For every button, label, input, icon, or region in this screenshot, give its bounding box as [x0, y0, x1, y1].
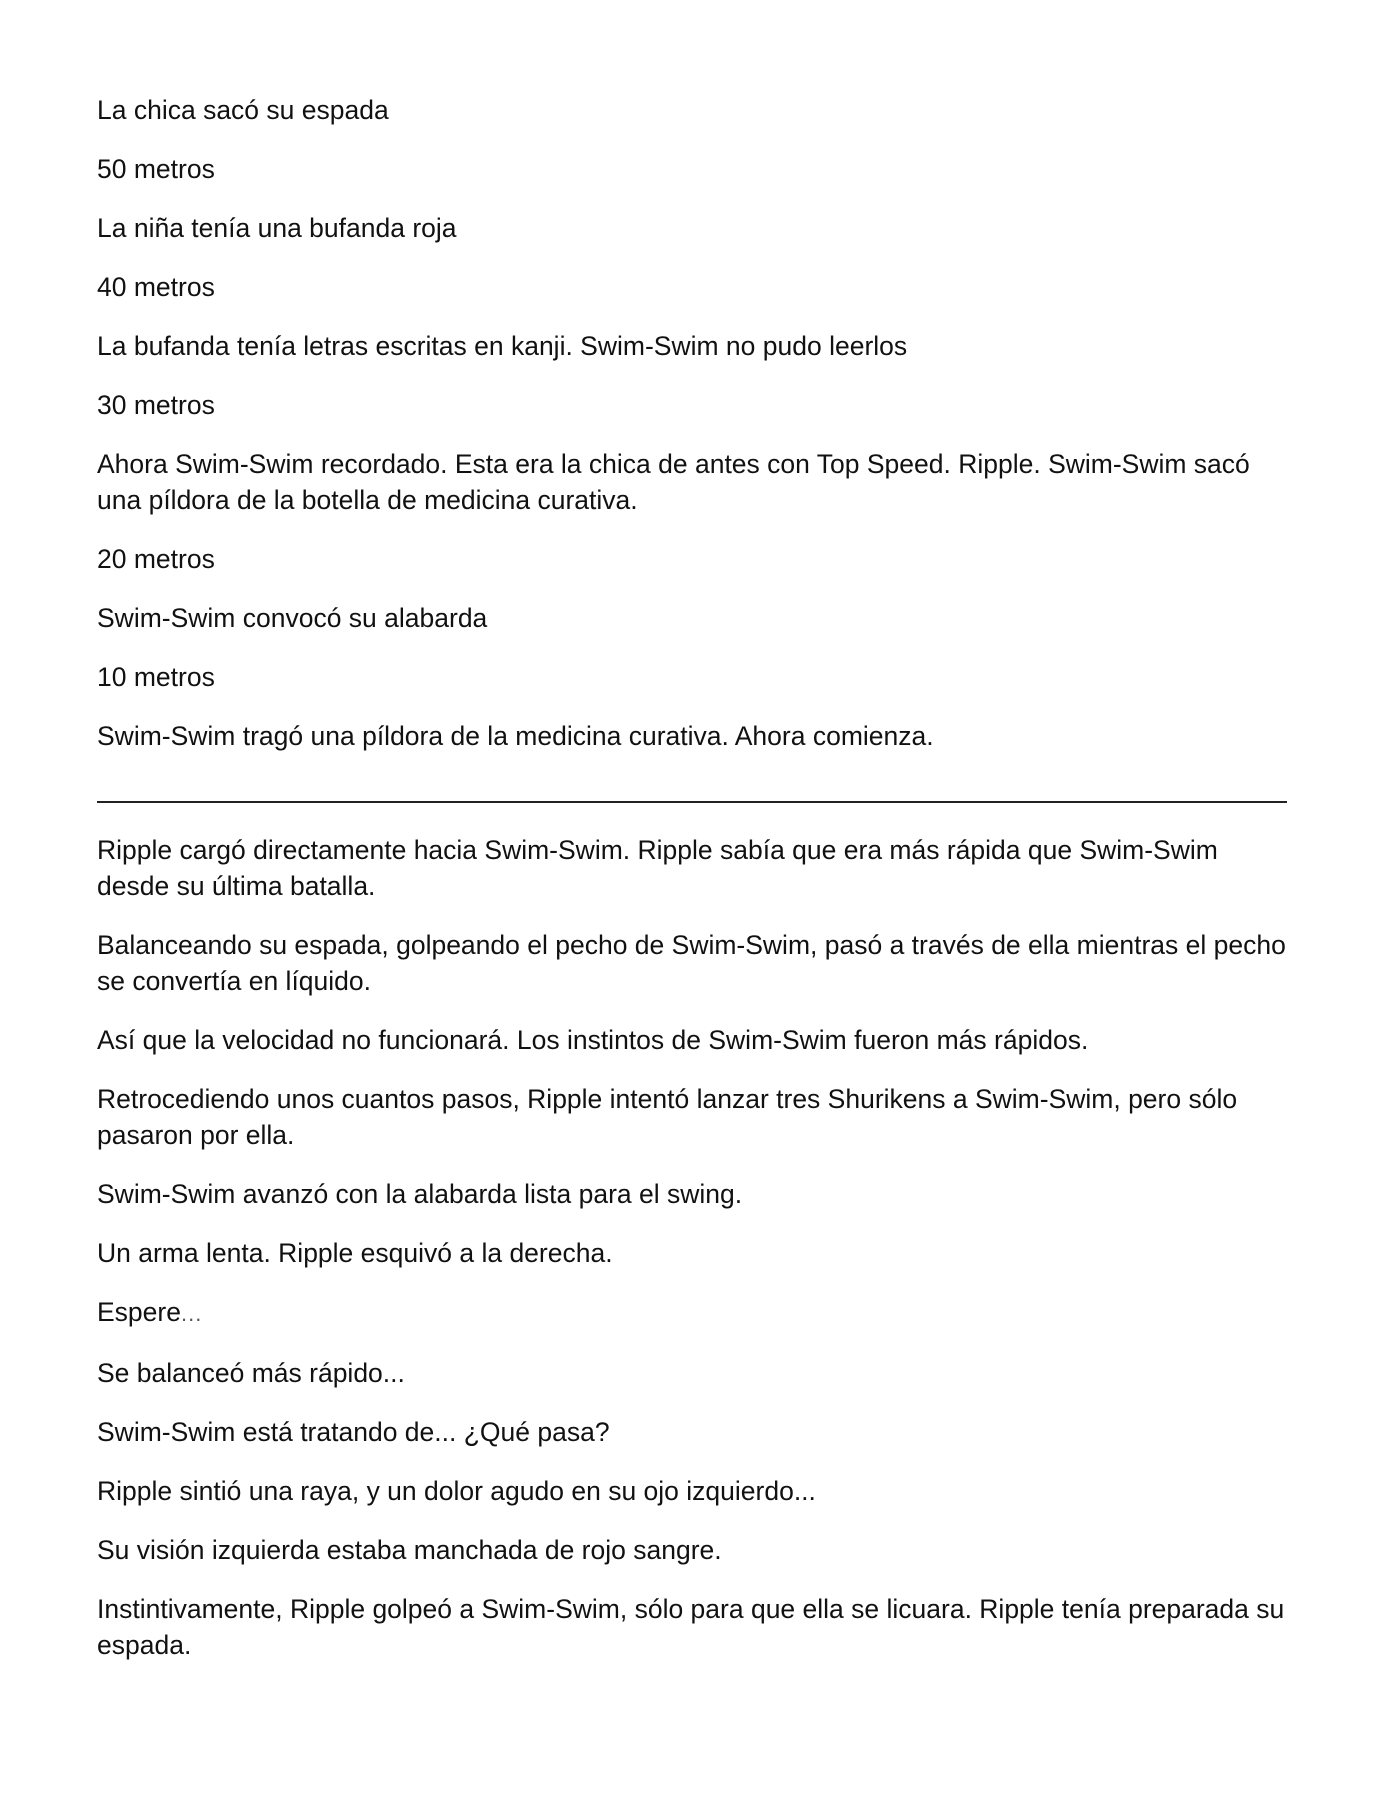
- paragraph: Swim-Swim convocó su alabarda: [97, 603, 488, 633]
- paragraph: Swim-Swim tragó una píldora de la medicina curativa. Ahora comienza.: [97, 721, 934, 751]
- paragraph: Retrocediendo unos cuantos pasos, Ripple intentó lanzar tres Shurikens a Swim-Swim, pero sólo pasaron por ella.: [97, 1084, 1238, 1150]
- paragraph: Así que la velocidad no funcionará. Los instintos de Swim-Swim fueron más rápidos.: [97, 1025, 1089, 1055]
- paragraph: Ripple cargó directamente hacia Swim-Swim. Ripple sabía que era más rápida que Swim-Swim desde su última batalla.: [97, 835, 1218, 901]
- distance-line: 10 metros: [97, 662, 215, 692]
- document-body: [97, 92, 1297, 1686]
- paragraph: Balanceando su espada, golpeando el pecho de Swim-Swim, pasó a través de ella mientras el pecho se convertía en líquido.: [97, 930, 1286, 996]
- distance-line: 30 metros: [97, 390, 215, 420]
- paragraph: Un arma lenta. Ripple esquivó a la derecha.: [97, 1238, 613, 1268]
- paragraph: [97, 1294, 1297, 1332]
- paragraph-text: Espere: [97, 1297, 181, 1327]
- paragraph: La bufanda tenía letras escritas en kanji. Swim-Swim no pudo leerlos: [97, 331, 908, 361]
- paragraph: Instintivamente, Ripple golpeó a Swim-Swim, sólo para que ella se licuara. Ripple tenía preparada su espada.: [97, 1594, 1285, 1660]
- distance-line: 50 metros: [97, 154, 215, 184]
- distance-line: 20 metros: [97, 544, 215, 574]
- section-divider: [97, 801, 1287, 803]
- paragraph: Ripple sintió una raya, y un dolor agudo en su ojo izquierdo...: [97, 1476, 816, 1506]
- paragraph: La chica sacó su espada: [97, 95, 389, 125]
- paragraph: Ahora Swim-Swim recordado. Esta era la chica de antes con Top Speed. Ripple. Swim-Swim sacó una píldora de la botella de medicina curativa.: [97, 449, 1250, 515]
- distance-line: 40 metros: [97, 272, 215, 302]
- paragraph: Su visión izquierda estaba manchada de rojo sangre.: [97, 1535, 722, 1565]
- paragraph: Se balanceó más rápido...: [97, 1358, 405, 1388]
- ellipsis: ...: [180, 1301, 203, 1326]
- paragraph: La niña tenía una bufanda roja: [97, 213, 457, 243]
- paragraph: Swim-Swim está tratando de... ¿Qué pasa?: [97, 1417, 610, 1447]
- paragraph: Swim-Swim avanzó con la alabarda lista para el swing.: [97, 1179, 743, 1209]
